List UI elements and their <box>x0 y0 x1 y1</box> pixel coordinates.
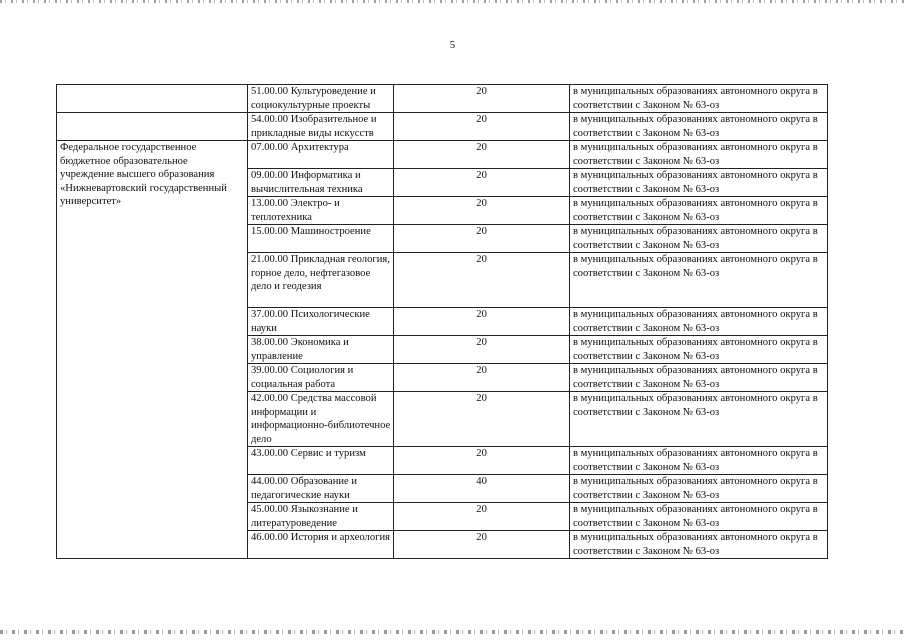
note-cell: в муниципальных образованиях автономного округа в соответствии с Законом № 63-оз <box>569 447 827 475</box>
quantity-cell: 20 <box>394 336 570 364</box>
allocation-table <box>56 84 828 559</box>
table-row <box>57 85 828 113</box>
specialty-cell: 21.00.00 Прикладная геология, горное дело, нефтегазовое дело и геодезия <box>247 253 393 308</box>
specialty-cell: 46.00.00 История и археология <box>247 531 393 559</box>
university-name-cell: Федеральное государственное бюджетное образовательное учреждение высшего образования «Нижневартовский государственный университет» <box>57 141 248 559</box>
quantity-cell: 20 <box>394 531 570 559</box>
quantity-cell: 20 <box>394 308 570 336</box>
specialty-cell: 44.00.00 Образование и педагогические науки <box>247 475 393 503</box>
note-cell: в муниципальных образованиях автономного округа в соответствии с Законом № 63-оз <box>569 308 827 336</box>
table-row <box>57 141 828 169</box>
note-cell: в муниципальных образованиях автономного округа в соответствии с Законом № 63-оз <box>569 253 827 308</box>
note-cell: в муниципальных образованиях автономного округа в соответствии с Законом № 63-оз <box>569 336 827 364</box>
note-cell: в муниципальных образованиях автономного округа в соответствии с Законом № 63-оз <box>569 503 827 531</box>
note-cell: в муниципальных образованиях автономного округа в соответствии с Законом № 63-оз <box>569 225 827 253</box>
note-cell: в муниципальных образованиях автономного округа в соответствии с Законом № 63-оз <box>569 169 827 197</box>
specialty-cell: 39.00.00 Социология и социальная работа <box>247 364 393 392</box>
quantity-cell: 20 <box>394 141 570 169</box>
specialty-cell: 42.00.00 Средства массовой информации и информационно-библиотечное дело <box>247 392 393 447</box>
quantity-cell: 20 <box>394 364 570 392</box>
specialty-cell: 13.00.00 Электро- и теплотехника <box>247 197 393 225</box>
note-cell: в муниципальных образованиях автономного округа в соответствии с Законом № 63-оз <box>569 531 827 559</box>
org-cell-empty <box>57 85 248 113</box>
scan-edge-bottom <box>0 630 905 634</box>
quantity-cell: 40 <box>394 475 570 503</box>
note-cell: в муниципальных образованиях автономного округа в соответствии с Законом № 63-оз <box>569 113 827 141</box>
quantity-cell: 20 <box>394 169 570 197</box>
specialty-cell: 43.00.00 Сервис и туризм <box>247 447 393 475</box>
specialty-cell: 07.00.00 Архитектура <box>247 141 393 169</box>
specialty-cell: 54.00.00 Изобразительное и прикладные виды искусств <box>247 113 393 141</box>
specialty-cell: 45.00.00 Языкознание и литературоведение <box>247 503 393 531</box>
note-cell: в муниципальных образованиях автономного округа в соответствии с Законом № 63-оз <box>569 392 827 447</box>
quantity-cell: 20 <box>394 225 570 253</box>
specialty-cell: 37.00.00 Психологические науки <box>247 308 393 336</box>
quantity-cell: 20 <box>394 253 570 308</box>
quantity-cell: 20 <box>394 503 570 531</box>
note-cell: в муниципальных образованиях автономного округа в соответствии с Законом № 63-оз <box>569 475 827 503</box>
quantity-cell: 20 <box>394 85 570 113</box>
page-number: 5 <box>449 39 456 51</box>
specialty-cell: 15.00.00 Машиностроение <box>247 225 393 253</box>
specialty-cell: 38.00.00 Экономика и управление <box>247 336 393 364</box>
note-cell: в муниципальных образованиях автономного округа в соответствии с Законом № 63-оз <box>569 85 827 113</box>
org-cell-empty <box>57 113 248 141</box>
scan-edge-top <box>0 0 905 3</box>
specialty-cell: 51.00.00 Культуроведение и социокультурные проекты <box>247 85 393 113</box>
table-row <box>57 113 828 141</box>
quantity-cell: 20 <box>394 197 570 225</box>
quantity-cell: 20 <box>394 447 570 475</box>
quantity-cell: 20 <box>394 392 570 447</box>
quantity-cell: 20 <box>394 113 570 141</box>
note-cell: в муниципальных образованиях автономного округа в соответствии с Законом № 63-оз <box>569 197 827 225</box>
specialty-cell: 09.00.00 Информатика и вычислительная техника <box>247 169 393 197</box>
note-cell: в муниципальных образованиях автономного округа в соответствии с Законом № 63-оз <box>569 141 827 169</box>
note-cell: в муниципальных образованиях автономного округа в соответствии с Законом № 63-оз <box>569 364 827 392</box>
